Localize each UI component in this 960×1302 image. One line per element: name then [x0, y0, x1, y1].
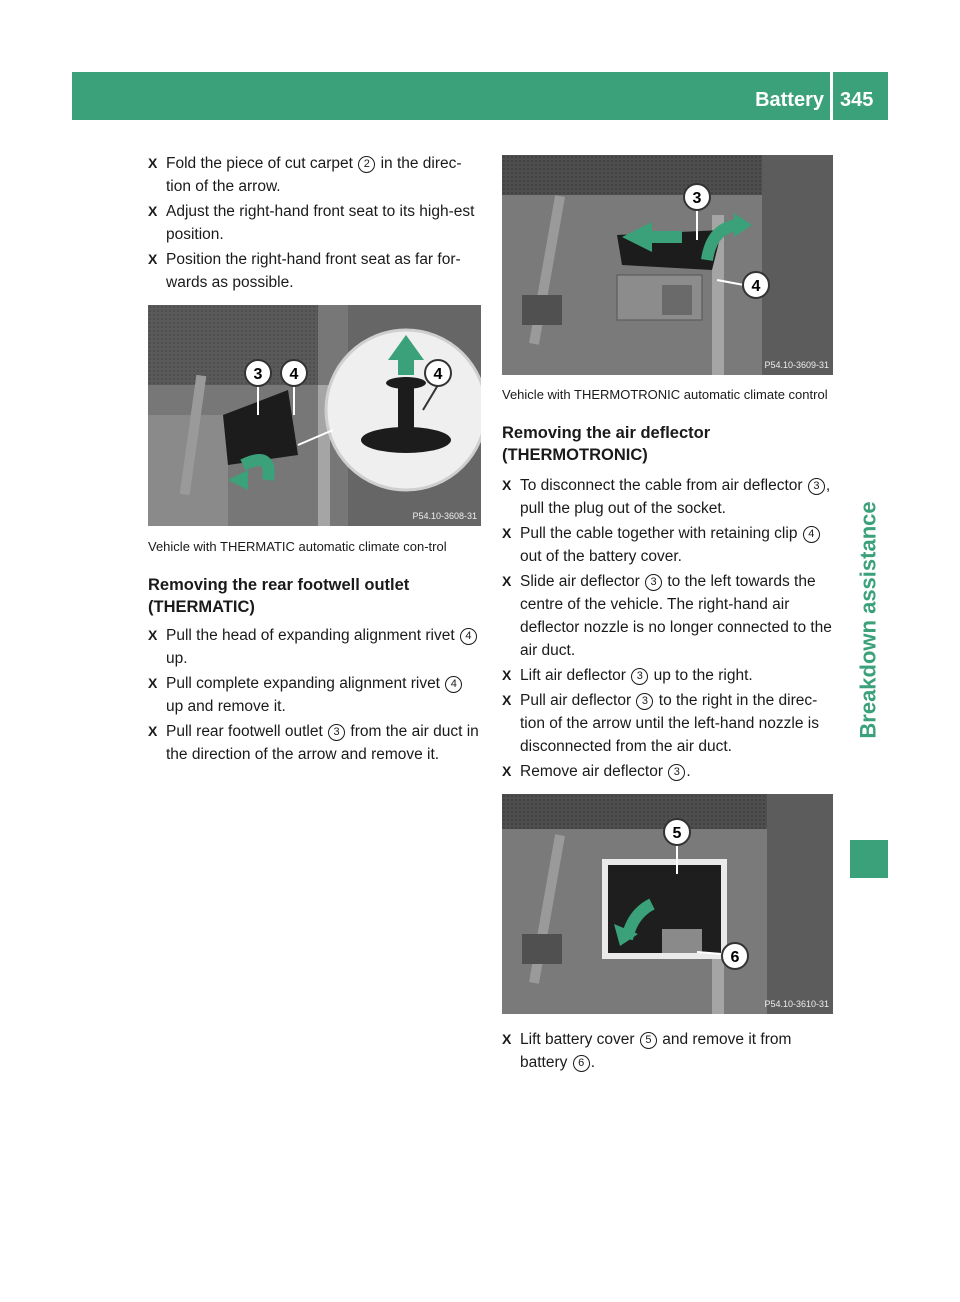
step-item: X Adjust the right-hand front seat to its high-est position. — [148, 200, 483, 246]
figure-3-code: P54.10-3610-31 — [764, 999, 829, 1009]
step-item: X Lift air deflector 3 up to the right. — [502, 664, 834, 687]
reference-number: 3 — [631, 668, 648, 685]
x-marker-icon: X — [502, 573, 512, 589]
reference-number: 3 — [328, 724, 345, 741]
callout-4-detail — [425, 360, 451, 386]
x-marker-icon: X — [148, 203, 158, 219]
callout-4 — [281, 360, 307, 386]
step-item: X Pull the cable together with retaining clip 4 out of the battery cover. — [502, 522, 834, 568]
svg-text:4: 4 — [751, 278, 761, 295]
figure-2-heading: Removing the air deflector (THERMOTRONIC) — [502, 424, 711, 464]
side-tab-label: Breakdown assistance — [856, 501, 882, 739]
figure-2-photo — [502, 155, 833, 375]
x-marker-icon: X — [148, 627, 158, 643]
figure-2-caption: Vehicle with THERMOTRONIC automatic climate control — [502, 387, 828, 402]
reference-number: 6 — [573, 1055, 590, 1072]
reference-number: 3 — [636, 693, 653, 710]
step-item: X Pull complete expanding alignment rivet 4 up and remove it. — [148, 672, 483, 718]
svg-text:4: 4 — [289, 366, 299, 383]
step-item: X To disconnect the cable from air deflector 3 , pull the plug out of the socket. — [502, 474, 834, 520]
reference-number: 3 — [645, 574, 662, 591]
x-marker-icon: X — [148, 675, 158, 691]
step-item: X Fold the piece of cut carpet 2 in the direc-tion of the arrow. — [148, 152, 483, 198]
callout-4 — [743, 272, 769, 298]
callout-3 — [245, 360, 271, 386]
figure-1-caption: Vehicle with THERMATIC automatic climate con-trol — [148, 539, 447, 554]
page-number: 345 — [840, 89, 874, 111]
figure-1-heading: Removing the rear footwell outlet (THERMATIC) — [148, 576, 410, 616]
svg-text:3: 3 — [692, 190, 702, 207]
figure-2-code: P54.10-3609-31 — [764, 360, 829, 370]
figure-1-code: P54.10-3608-31 — [412, 511, 477, 521]
reference-number: 3 — [808, 478, 825, 495]
reference-number: 4 — [460, 628, 477, 645]
right-steps-2 — [502, 1028, 834, 1076]
figure-3-photo — [502, 794, 833, 1014]
side-tab-marker — [850, 840, 888, 878]
svg-text:4: 4 — [433, 366, 443, 383]
x-marker-icon: X — [502, 1031, 512, 1047]
header-separator — [830, 72, 833, 120]
x-marker-icon: X — [502, 477, 512, 493]
reference-number: 4 — [445, 676, 462, 693]
right-steps — [502, 474, 834, 785]
reference-number: 2 — [358, 156, 375, 173]
reference-number: 5 — [640, 1032, 657, 1049]
svg-text:3: 3 — [253, 366, 263, 383]
step-item: X Slide air deflector 3 to the left towards the centre of the vehicle. The right-hand air deflector nozzle is no longer connected to the air duct. — [502, 570, 834, 662]
step-item: X Pull air deflector 3 to the right in the direc-tion of the arrow until the left-hand nozzle is disconnected from the air duct. — [502, 689, 834, 758]
header-section-title: Battery — [755, 89, 824, 111]
callout-3 — [684, 184, 710, 210]
x-marker-icon: X — [148, 155, 158, 171]
callout-5 — [664, 819, 690, 845]
x-marker-icon: X — [148, 251, 158, 267]
step-item: X Pull rear footwell outlet 3 from the air duct in the direction of the arrow and remove it. — [148, 720, 483, 766]
callout-6 — [722, 943, 748, 969]
step-item: X Position the right-hand front seat as far for-wards as possible. — [148, 248, 483, 294]
step-item: X Remove air deflector 3 . — [502, 760, 834, 783]
left-steps — [148, 152, 483, 296]
x-marker-icon: X — [502, 763, 512, 779]
step-item: X Pull the head of expanding alignment rivet 4 up. — [148, 624, 483, 670]
left-steps-2 — [148, 624, 483, 768]
x-marker-icon: X — [502, 525, 512, 541]
svg-text:6: 6 — [730, 949, 740, 966]
figure-1-photo — [148, 305, 481, 526]
x-marker-icon: X — [148, 723, 158, 739]
reference-number: 4 — [803, 526, 820, 543]
svg-text:5: 5 — [672, 825, 682, 842]
x-marker-icon: X — [502, 692, 512, 708]
reference-number: 3 — [668, 764, 685, 781]
x-marker-icon: X — [502, 667, 512, 683]
step-item: X Lift battery cover 5 and remove it from battery 6 . — [502, 1028, 834, 1074]
